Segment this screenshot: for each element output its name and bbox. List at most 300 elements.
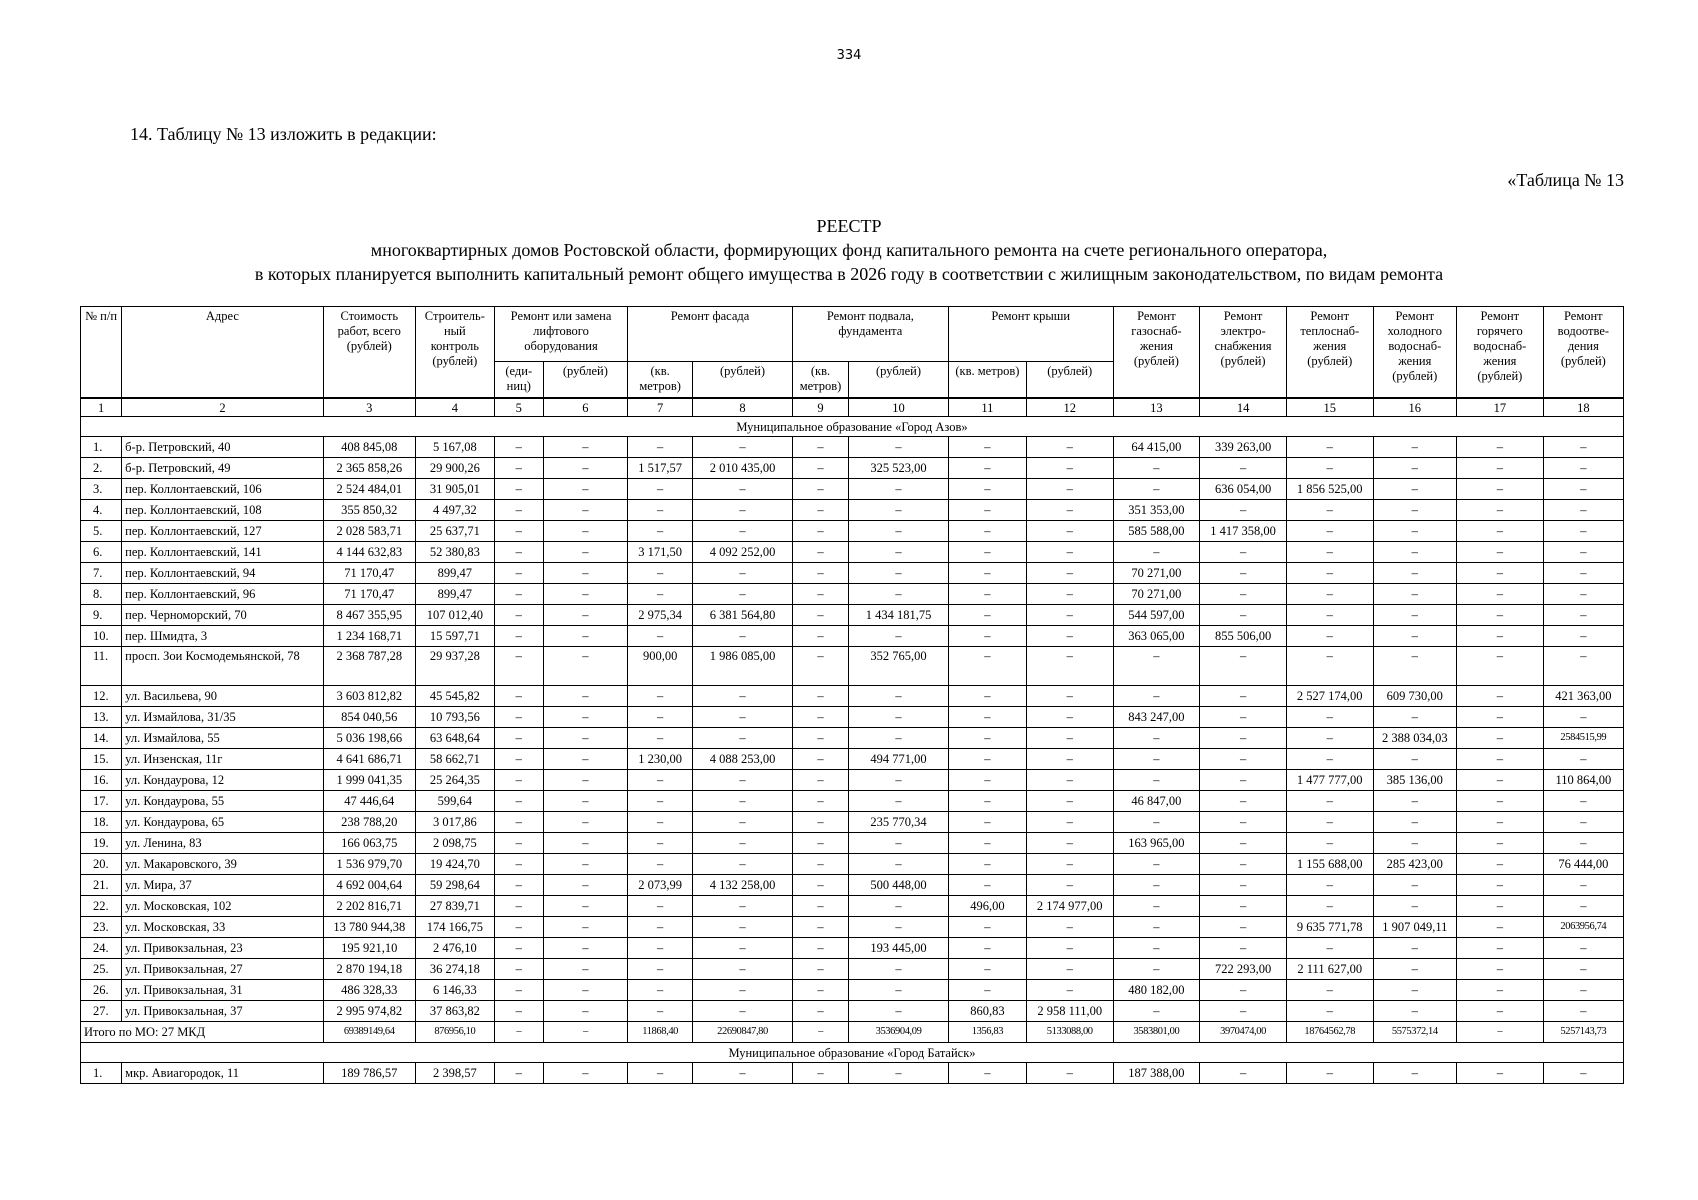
row-number: 6. xyxy=(81,542,122,563)
table-cell: 3 017,86 xyxy=(415,812,494,833)
table-cell: 2 524 484,01 xyxy=(323,479,415,500)
table-cell: – xyxy=(1200,791,1287,812)
row-number: 18. xyxy=(81,812,122,833)
table-cell: – xyxy=(849,542,949,563)
table-cell: – xyxy=(1113,647,1200,686)
table-body xyxy=(81,398,1624,1084)
table-cell: – xyxy=(948,791,1026,812)
table-cell: – xyxy=(543,686,628,707)
table-cell: – xyxy=(1200,605,1287,626)
column-number: 15 xyxy=(1286,398,1373,417)
table-cell: – xyxy=(543,647,628,686)
header-basement: Ремонт подвала, фундамента xyxy=(792,307,948,362)
total-cell: 3536904,09 xyxy=(849,1022,949,1043)
row-address: ул. Кондаурова, 65 xyxy=(122,812,324,833)
table-cell: – xyxy=(1200,647,1287,686)
row-number: 26. xyxy=(81,980,122,1001)
row-address: пер. Коллонтаевский, 106 xyxy=(122,479,324,500)
header-facade: Ремонт фасада xyxy=(628,307,793,362)
table-cell: – xyxy=(1200,980,1287,1001)
table-cell: – xyxy=(1373,791,1456,812)
table-cell: 4 092 252,00 xyxy=(693,542,793,563)
header-basement-rub: (рублей) xyxy=(849,362,949,399)
table-cell: – xyxy=(543,980,628,1001)
row-address: пер. Коллонтаевский, 108 xyxy=(122,500,324,521)
total-cell: 5133088,00 xyxy=(1026,1022,1113,1043)
table-cell: 855 506,00 xyxy=(1200,626,1287,647)
table-cell: – xyxy=(543,896,628,917)
table-cell: – xyxy=(494,605,543,626)
table-cell: – xyxy=(1113,896,1200,917)
table-cell: – xyxy=(849,770,949,791)
table-cell: – xyxy=(1543,1063,1623,1084)
row-address: ул. Московская, 33 xyxy=(122,917,324,938)
column-number: 8 xyxy=(693,398,793,417)
table-cell: 4 641 686,71 xyxy=(323,749,415,770)
table-cell: – xyxy=(1457,647,1544,686)
table-row xyxy=(81,812,1624,833)
row-number: 9. xyxy=(81,605,122,626)
table-cell: – xyxy=(792,770,848,791)
column-number: 10 xyxy=(849,398,949,417)
table-cell: – xyxy=(628,833,693,854)
table-cell: – xyxy=(628,728,693,749)
row-number: 19. xyxy=(81,833,122,854)
table-cell: – xyxy=(792,875,848,896)
row-number: 13. xyxy=(81,707,122,728)
table-cell: – xyxy=(1200,770,1287,791)
table-cell: – xyxy=(948,542,1026,563)
table-cell: – xyxy=(693,437,793,458)
table-cell: – xyxy=(494,938,543,959)
table-cell: 27 839,71 xyxy=(415,896,494,917)
table-cell: – xyxy=(1543,479,1623,500)
table-cell: – xyxy=(1200,812,1287,833)
table-cell: – xyxy=(849,626,949,647)
total-cell: 5257143,73 xyxy=(1543,1022,1623,1043)
table-cell: 31 905,01 xyxy=(415,479,494,500)
table-cell: – xyxy=(1286,542,1373,563)
table-cell: 71 170,47 xyxy=(323,584,415,605)
table-cell: – xyxy=(543,479,628,500)
table-cell: 9 635 771,78 xyxy=(1286,917,1373,938)
column-number: 18 xyxy=(1543,398,1623,417)
table-cell: – xyxy=(1373,1063,1456,1084)
table-cell: – xyxy=(628,500,693,521)
table-cell: – xyxy=(1543,980,1623,1001)
column-number: 17 xyxy=(1457,398,1544,417)
column-number: 13 xyxy=(1113,398,1200,417)
table-cell: – xyxy=(1286,812,1373,833)
table-cell: – xyxy=(948,521,1026,542)
table-cell: – xyxy=(1286,791,1373,812)
table-cell: – xyxy=(1026,812,1113,833)
total-cell: – xyxy=(543,1022,628,1043)
table-row xyxy=(81,1063,1624,1084)
table-cell: – xyxy=(1457,458,1544,479)
row-number: 21. xyxy=(81,875,122,896)
table-cell: – xyxy=(1457,959,1544,980)
table-row xyxy=(81,728,1624,749)
table-cell: – xyxy=(494,980,543,1001)
table-cell: 6 146,33 xyxy=(415,980,494,1001)
document-title xyxy=(0,214,1698,286)
table-cell: 4 144 632,83 xyxy=(323,542,415,563)
table-cell: – xyxy=(1026,770,1113,791)
table-cell: – xyxy=(628,1063,693,1084)
header-lift: Ремонт или замена лифтового оборудования xyxy=(494,307,627,362)
table-cell: 1 234 168,71 xyxy=(323,626,415,647)
table-cell: 2 010 435,00 xyxy=(693,458,793,479)
table-cell: – xyxy=(1200,1001,1287,1022)
table-cell: – xyxy=(849,791,949,812)
table-cell: – xyxy=(1026,938,1113,959)
header-gas: Ремонт газоснаб- жения (рублей) xyxy=(1113,307,1200,399)
column-number: 7 xyxy=(628,398,693,417)
table-cell: – xyxy=(792,542,848,563)
table-cell: – xyxy=(693,1063,793,1084)
header-roof: Ремонт крыши xyxy=(948,307,1113,362)
header-heat: Ремонт теплоснаб- жения (рублей) xyxy=(1286,307,1373,399)
table-cell: – xyxy=(1026,584,1113,605)
table-cell: 860,83 xyxy=(948,1001,1026,1022)
row-address: пер. Коллонтаевский, 141 xyxy=(122,542,324,563)
table-cell: 2 174 977,00 xyxy=(1026,896,1113,917)
total-label: Итого по МО: 27 МКД xyxy=(81,1022,324,1043)
total-cell: – xyxy=(1457,1022,1544,1043)
row-number: 2. xyxy=(81,458,122,479)
table-cell: 2 975,34 xyxy=(628,605,693,626)
table-cell: – xyxy=(693,521,793,542)
table-cell: 70 271,00 xyxy=(1113,584,1200,605)
table-cell: – xyxy=(1373,563,1456,584)
table-cell: – xyxy=(948,605,1026,626)
table-cell: – xyxy=(792,980,848,1001)
row-number: 16. xyxy=(81,770,122,791)
table-cell: – xyxy=(1457,563,1544,584)
row-address: ул. Привокзальная, 27 xyxy=(122,959,324,980)
row-address: ул. Привокзальная, 31 xyxy=(122,980,324,1001)
table-cell: – xyxy=(1026,875,1113,896)
table-cell: – xyxy=(948,917,1026,938)
table-cell: – xyxy=(1026,458,1113,479)
table-cell: 4 088 253,00 xyxy=(693,749,793,770)
table-cell: – xyxy=(628,437,693,458)
table-cell: – xyxy=(1200,458,1287,479)
row-number: 17. xyxy=(81,791,122,812)
table-cell: – xyxy=(1457,980,1544,1001)
table-cell: – xyxy=(628,791,693,812)
municipality-name: Муниципальное образование «Город Азов» xyxy=(81,417,1624,437)
table-cell: – xyxy=(792,812,848,833)
table-cell: 19 424,70 xyxy=(415,854,494,875)
table-cell: – xyxy=(948,500,1026,521)
row-address: ул. Привокзальная, 37 xyxy=(122,1001,324,1022)
table-cell: – xyxy=(543,1063,628,1084)
table-cell: 325 523,00 xyxy=(849,458,949,479)
table-cell: – xyxy=(948,959,1026,980)
table-cell: – xyxy=(1026,707,1113,728)
table-cell: – xyxy=(494,707,543,728)
row-number: 10. xyxy=(81,626,122,647)
table-cell: – xyxy=(1457,500,1544,521)
table-cell: 1 155 688,00 xyxy=(1286,854,1373,875)
table-cell: – xyxy=(494,812,543,833)
table-cell: 76 444,00 xyxy=(1543,854,1623,875)
table-cell: – xyxy=(1373,959,1456,980)
table-cell: – xyxy=(1113,875,1200,896)
table-cell: – xyxy=(1543,584,1623,605)
table-row xyxy=(81,707,1624,728)
table-cell: – xyxy=(849,1063,949,1084)
table-cell: 1 477 777,00 xyxy=(1286,770,1373,791)
table-cell: – xyxy=(1286,584,1373,605)
table-cell: – xyxy=(1200,542,1287,563)
table-cell: 2 958 111,00 xyxy=(1026,1001,1113,1022)
table-cell: – xyxy=(1026,626,1113,647)
table-row xyxy=(81,437,1624,458)
title-line-2: многоквартирных домов Ростовской области, формирующих фонд капитального ремонта на счете регионального оператора, xyxy=(370,240,1328,260)
total-cell: 18764562,78 xyxy=(1286,1022,1373,1043)
table-cell: – xyxy=(948,437,1026,458)
table-cell: – xyxy=(948,686,1026,707)
table-cell: – xyxy=(849,854,949,875)
table-cell: 70 271,00 xyxy=(1113,563,1200,584)
table-cell: 63 648,64 xyxy=(415,728,494,749)
table-cell: 899,47 xyxy=(415,584,494,605)
table-cell: 385 136,00 xyxy=(1373,770,1456,791)
table-cell: 195 921,10 xyxy=(323,938,415,959)
table-cell: – xyxy=(1457,854,1544,875)
table-cell: 2 398,57 xyxy=(415,1063,494,1084)
table-cell: 5 036 198,66 xyxy=(323,728,415,749)
table-cell: – xyxy=(543,626,628,647)
header-control: Строитель- ный контроль (рублей) xyxy=(415,307,494,399)
table-cell: – xyxy=(1457,542,1544,563)
table-cell: – xyxy=(1113,479,1200,500)
table-cell: – xyxy=(494,728,543,749)
table-cell: – xyxy=(1543,542,1623,563)
table-row xyxy=(81,686,1624,707)
table-cell: – xyxy=(628,812,693,833)
table-cell: – xyxy=(948,812,1026,833)
table-cell: – xyxy=(1113,854,1200,875)
table-cell: – xyxy=(1457,437,1544,458)
table-cell: – xyxy=(1113,686,1200,707)
table-cell: 1 999 041,35 xyxy=(323,770,415,791)
table-row xyxy=(81,875,1624,896)
table-row xyxy=(81,959,1624,980)
table-cell: – xyxy=(543,875,628,896)
table-cell: – xyxy=(693,854,793,875)
table-cell: 37 863,82 xyxy=(415,1001,494,1022)
table-cell: – xyxy=(1026,437,1113,458)
table-header xyxy=(81,307,1624,399)
table-cell: – xyxy=(948,563,1026,584)
table-cell: – xyxy=(1200,563,1287,584)
table-cell: 351 353,00 xyxy=(1113,500,1200,521)
total-cell: 69389149,64 xyxy=(323,1022,415,1043)
table-cell: – xyxy=(543,521,628,542)
table-cell: 46 847,00 xyxy=(1113,791,1200,812)
table-cell: – xyxy=(1026,479,1113,500)
table-row xyxy=(81,605,1624,626)
table-cell: 2 388 034,03 xyxy=(1373,728,1456,749)
table-cell: 1 230,00 xyxy=(628,749,693,770)
table-cell: – xyxy=(849,479,949,500)
table-cell: 3 603 812,82 xyxy=(323,686,415,707)
table-cell: 421 363,00 xyxy=(1543,686,1623,707)
table-cell: – xyxy=(1543,875,1623,896)
table-cell: – xyxy=(1543,605,1623,626)
column-number: 1 xyxy=(81,398,122,417)
row-number: 3. xyxy=(81,479,122,500)
intro-text: 14. Таблицу № 13 изложить в редакции: xyxy=(130,124,437,144)
column-number: 9 xyxy=(792,398,848,417)
table-cell: – xyxy=(1373,584,1456,605)
title-line-1: РЕЕСТР xyxy=(816,216,882,236)
table-cell: – xyxy=(1026,542,1113,563)
table-cell: – xyxy=(1543,1001,1623,1022)
table-cell: – xyxy=(494,770,543,791)
row-address: ул. Инзенская, 11г xyxy=(122,749,324,770)
table-cell: – xyxy=(1286,500,1373,521)
table-cell: – xyxy=(543,749,628,770)
table-cell: – xyxy=(494,500,543,521)
table-cell: – xyxy=(693,812,793,833)
table-cell: 2 995 974,82 xyxy=(323,1001,415,1022)
table-cell: – xyxy=(849,896,949,917)
table-cell: – xyxy=(494,791,543,812)
table-cell: – xyxy=(1113,938,1200,959)
table-cell: – xyxy=(628,479,693,500)
table-cell: – xyxy=(1373,605,1456,626)
table-cell: – xyxy=(1200,896,1287,917)
row-address: ул. Измайлова, 55 xyxy=(122,728,324,749)
table-cell: – xyxy=(543,500,628,521)
table-cell: – xyxy=(494,833,543,854)
table-cell: – xyxy=(1457,728,1544,749)
column-number: 2 xyxy=(122,398,324,417)
table-cell: – xyxy=(1026,959,1113,980)
table-cell: – xyxy=(1543,500,1623,521)
table-cell: – xyxy=(494,563,543,584)
table-cell: – xyxy=(543,854,628,875)
table-cell: – xyxy=(1457,1001,1544,1022)
total-cell: 1356,83 xyxy=(948,1022,1026,1043)
table-cell: – xyxy=(1286,980,1373,1001)
column-number: 16 xyxy=(1373,398,1456,417)
table-cell: 4 497,32 xyxy=(415,500,494,521)
table-cell: – xyxy=(693,728,793,749)
table-cell: – xyxy=(1026,605,1113,626)
table-cell: 2 028 583,71 xyxy=(323,521,415,542)
table-cell: – xyxy=(1457,875,1544,896)
table-cell: 1 536 979,70 xyxy=(323,854,415,875)
table-cell: – xyxy=(494,854,543,875)
table-cell: – xyxy=(693,917,793,938)
table-cell: 15 597,71 xyxy=(415,626,494,647)
table-cell: – xyxy=(948,980,1026,1001)
column-number: 11 xyxy=(948,398,1026,417)
table-cell: 193 445,00 xyxy=(849,938,949,959)
column-number: 3 xyxy=(323,398,415,417)
row-number: 7. xyxy=(81,563,122,584)
table-cell: – xyxy=(628,917,693,938)
table-cell: – xyxy=(628,938,693,959)
header-num: № п/п xyxy=(81,307,122,399)
table-cell: – xyxy=(628,980,693,1001)
table-cell: – xyxy=(1373,749,1456,770)
table-cell: 480 182,00 xyxy=(1113,980,1200,1001)
header-electric: Ремонт электро- снабжения (рублей) xyxy=(1200,307,1287,399)
table-cell: 64 415,00 xyxy=(1113,437,1200,458)
table-cell: – xyxy=(948,647,1026,686)
table-cell: 496,00 xyxy=(948,896,1026,917)
table-row xyxy=(81,749,1624,770)
table-cell: – xyxy=(1286,833,1373,854)
title-line-3: в которых планируется выполнить капитальный ремонт общего имущества в 2026 году в соответствии с жилищным законодательством, по видам ремонта xyxy=(254,264,1444,284)
table-cell: – xyxy=(1026,791,1113,812)
table-row xyxy=(81,584,1624,605)
table-cell: – xyxy=(628,1001,693,1022)
table-cell: – xyxy=(1026,749,1113,770)
row-address: ул. Измайлова, 31/35 xyxy=(122,707,324,728)
table-cell: – xyxy=(849,584,949,605)
table-cell: – xyxy=(1286,437,1373,458)
table-cell: – xyxy=(792,707,848,728)
table-cell: – xyxy=(543,437,628,458)
table-cell: 722 293,00 xyxy=(1200,959,1287,980)
table-cell: – xyxy=(1457,521,1544,542)
table-cell: – xyxy=(1026,686,1113,707)
table-cell: – xyxy=(1026,980,1113,1001)
table-cell: – xyxy=(1457,791,1544,812)
table-cell: – xyxy=(693,896,793,917)
table-cell: – xyxy=(494,479,543,500)
table-cell: – xyxy=(792,563,848,584)
table-cell: – xyxy=(1286,938,1373,959)
table-cell: – xyxy=(494,626,543,647)
table-cell: – xyxy=(1286,896,1373,917)
table-cell: 189 786,57 xyxy=(323,1063,415,1084)
table-cell: – xyxy=(1200,749,1287,770)
table-cell: 2 111 627,00 xyxy=(1286,959,1373,980)
table-cell: 47 446,64 xyxy=(323,791,415,812)
table-cell: – xyxy=(1286,1063,1373,1084)
table-cell: 2 476,10 xyxy=(415,938,494,959)
column-numbers-row xyxy=(81,398,1624,417)
table-cell: – xyxy=(628,686,693,707)
table-row xyxy=(81,854,1624,875)
row-address: пер. Коллонтаевский, 96 xyxy=(122,584,324,605)
table-cell: – xyxy=(1543,833,1623,854)
table-cell: – xyxy=(1457,833,1544,854)
table-cell: – xyxy=(849,1001,949,1022)
table-cell: 1 856 525,00 xyxy=(1286,479,1373,500)
table-cell: – xyxy=(1113,917,1200,938)
table-cell: – xyxy=(948,584,1026,605)
table-cell: – xyxy=(494,647,543,686)
total-cell: – xyxy=(792,1022,848,1043)
table-cell: – xyxy=(628,896,693,917)
column-number: 5 xyxy=(494,398,543,417)
table-row xyxy=(81,500,1624,521)
table-cell: – xyxy=(948,458,1026,479)
total-cell: 876956,10 xyxy=(415,1022,494,1043)
table-cell: – xyxy=(792,917,848,938)
table-cell: 36 274,18 xyxy=(415,959,494,980)
